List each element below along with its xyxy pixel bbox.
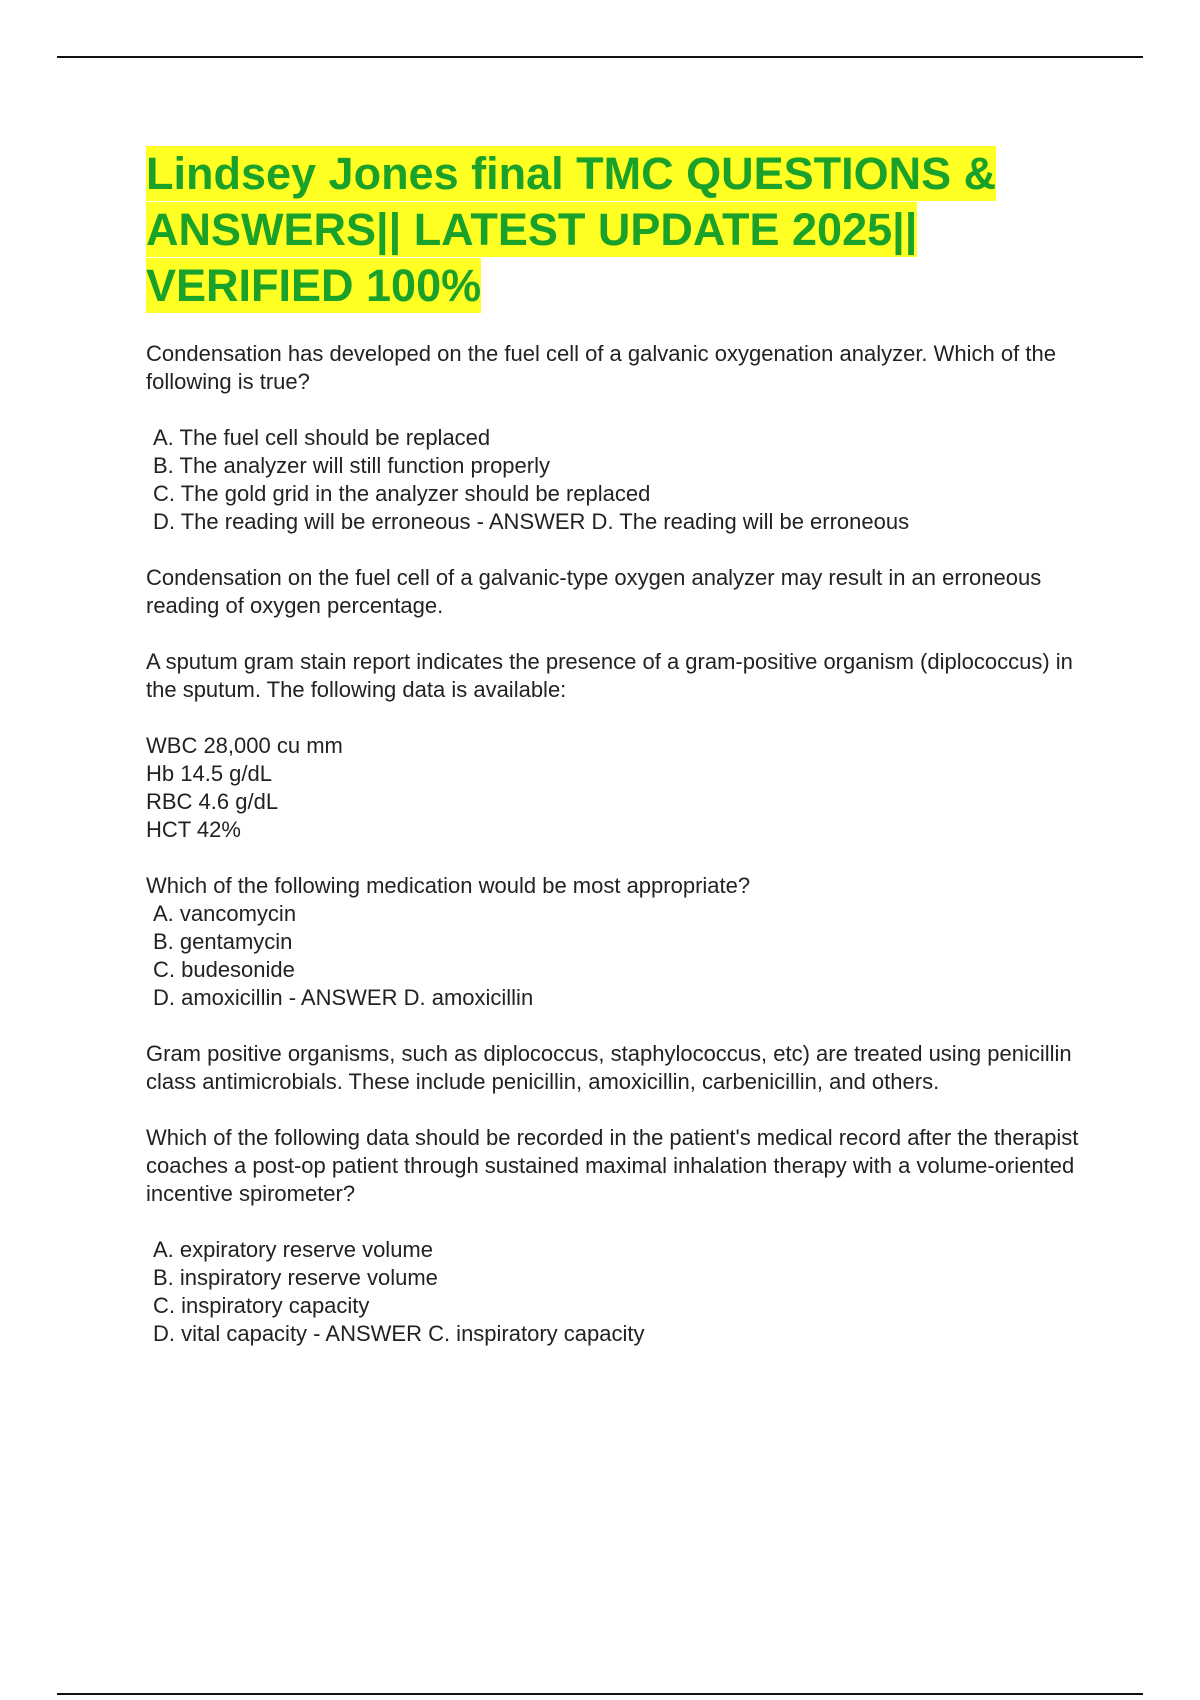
question-1-text: Condensation has developed on the fuel cell of a galvanic oxygenation analyzer. Which of the following is true? xyxy=(146,341,1056,394)
option-item: C. The gold grid in the analyzer should be replaced xyxy=(153,481,651,506)
question-3-text: Which of the following data should be recorded in the patient's medical record after the therapist coaches a post-op patient through sustained maximal inhalation therapy with a volume-oriented incentive spirometer? xyxy=(146,1125,1079,1206)
question-2-text: Which of the following medication would be most appropriate? xyxy=(146,873,751,898)
question-2-intro: A sputum gram stain report indicates the presence of a gram-positive organism (diplococcus) in the sputum. The following data is available: xyxy=(146,649,1073,702)
lab-value: RBC 4.6 g/dL xyxy=(146,789,279,814)
option-item: D. amoxicillin - ANSWER D. amoxicillin xyxy=(153,985,534,1010)
question-2-options xyxy=(146,900,1096,1012)
title-highlight: Lindsey Jones final TMC QUESTIONS & ANSWERS|| LATEST UPDATE 2025|| VERIFIED 100% xyxy=(146,148,997,311)
option-item: B. The analyzer will still function properly xyxy=(153,453,550,478)
top-rule xyxy=(57,56,1143,58)
lab-values xyxy=(146,732,1096,844)
question-1-explanation: Condensation on the fuel cell of a galvanic-type oxygen analyzer may result in an erroneous reading of oxygen percentage. xyxy=(146,565,1042,618)
option-item: B. inspiratory reserve volume xyxy=(153,1265,438,1290)
question-3 xyxy=(146,1124,1096,1348)
question-1 xyxy=(146,340,1096,620)
bottom-rule xyxy=(57,1693,1143,1695)
question-3-options xyxy=(146,1236,1096,1348)
question-2 xyxy=(146,648,1096,1096)
question-2-explanation: Gram positive organisms, such as diplococcus, staphylococcus, etc) are treated using penicillin class antimicrobials. These include penicillin, amoxicillin, carbenicillin, and others. xyxy=(146,1041,1072,1094)
document-title xyxy=(146,146,1096,314)
option-item: D. The reading will be erroneous - ANSWER D. The reading will be erroneous xyxy=(153,509,910,534)
document-body xyxy=(146,146,1096,1348)
question-1-options xyxy=(146,424,1096,536)
option-item: A. expiratory reserve volume xyxy=(153,1237,433,1262)
option-item: A. The fuel cell should be replaced xyxy=(153,425,491,450)
option-item: B. gentamycin xyxy=(153,929,293,954)
lab-value: WBC 28,000 cu mm xyxy=(146,733,343,758)
option-item: A. vancomycin xyxy=(153,901,297,926)
option-item: C. budesonide xyxy=(153,957,295,982)
option-item: D. vital capacity - ANSWER C. inspiratory capacity xyxy=(153,1321,645,1346)
option-item: C. inspiratory capacity xyxy=(153,1293,370,1318)
lab-value: Hb 14.5 g/dL xyxy=(146,761,272,786)
lab-value: HCT 42% xyxy=(146,817,241,842)
